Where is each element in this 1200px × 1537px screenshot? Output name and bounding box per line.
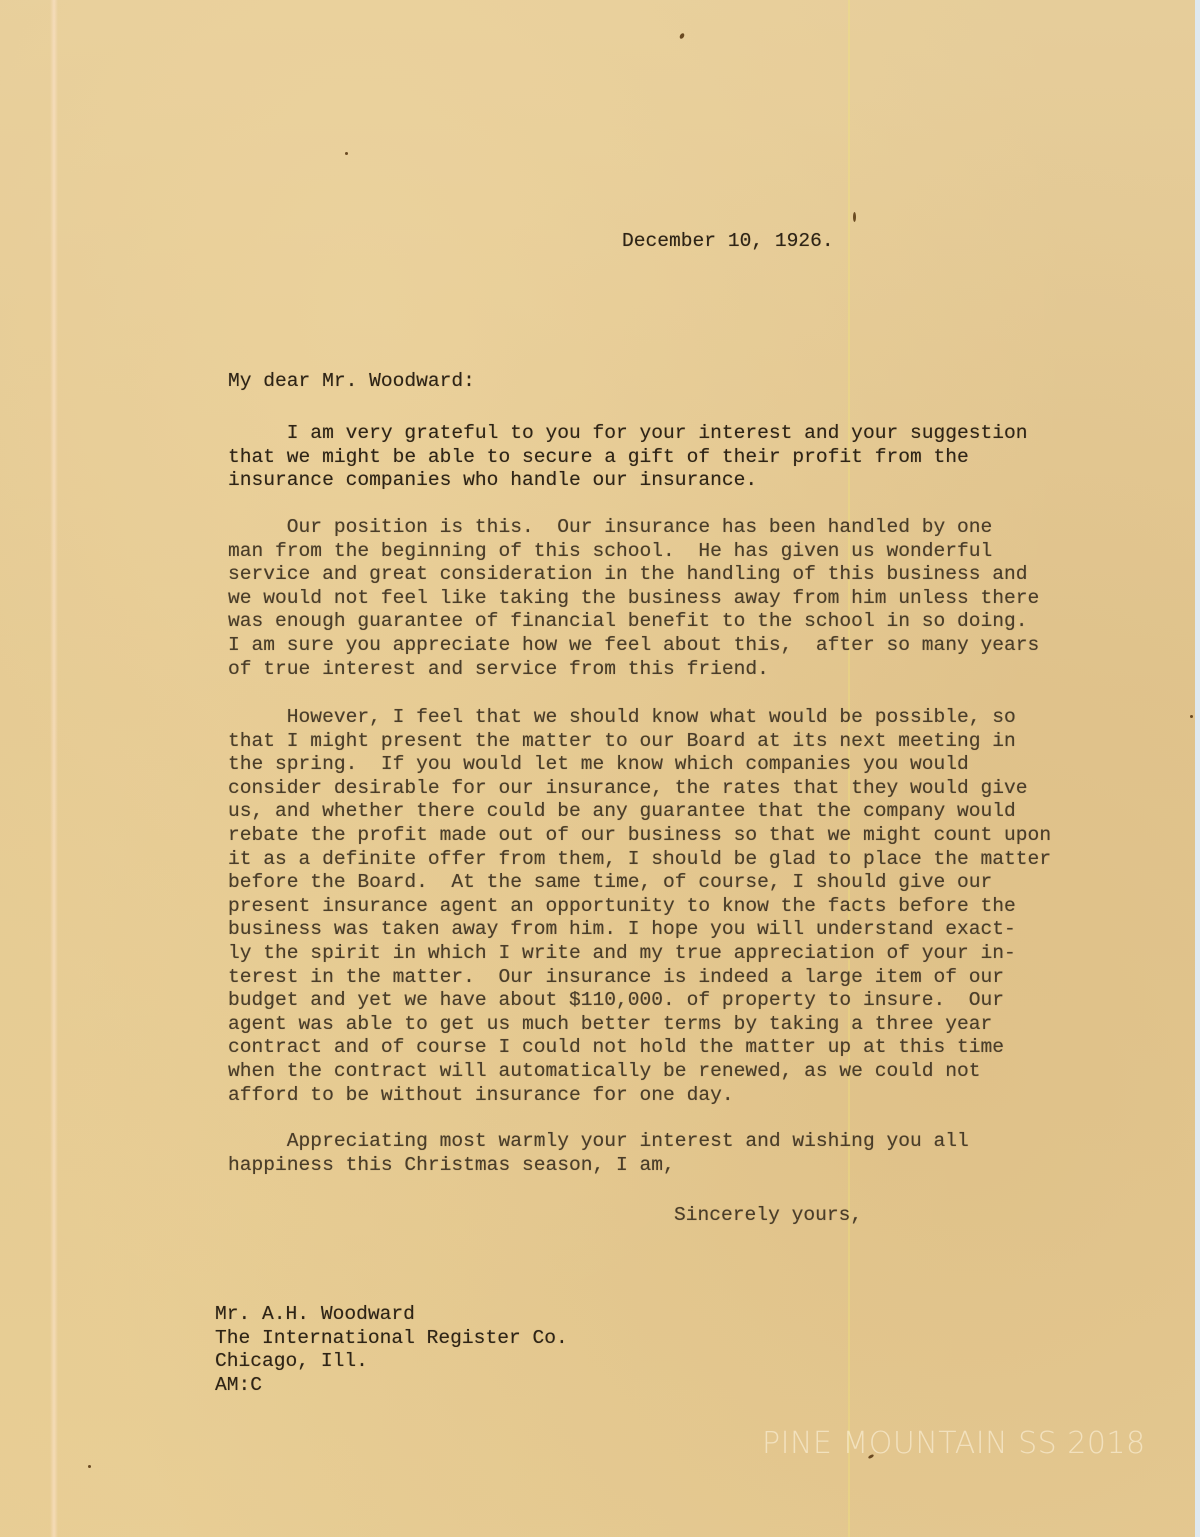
body-line: man from the beginning of this school. He has given us wonderful [228,539,993,562]
body-paragraph-1 [228,422,1028,493]
body-line: was enough guarantee of financial benefit to the school in so doing. [228,610,1028,633]
body-line: budget and yet we have about $110,000. of property to insure. Our [228,989,1005,1012]
salutation: My dear Mr. Woodward: [228,370,475,392]
body-line: of true interest and service from this friend. [228,657,769,680]
watermark: PINE MOUNTAIN SS 2018 [762,1426,1146,1461]
ink-speck [1190,715,1193,718]
body-line: ly the spirit in which I write and my true appreciation of your in- [228,941,1016,964]
body-line: terest in the matter. Our insurance is indeed a large item of our [228,965,1005,988]
body-line: happiness this Christmas season, I am, [228,1153,675,1176]
recipient-city: Chicago, Ill. [215,1350,368,1373]
body-paragraph-4 [228,1130,969,1177]
body-line: contract and of course I could not hold the matter up at this time [228,1036,1005,1059]
recipient-address [215,1303,568,1397]
closing: Sincerely yours, [674,1204,863,1226]
body-line: that we might be able to secure a gift of their profit from the [228,445,969,468]
ink-speck [679,32,685,39]
body-line: insurance companies who handle our insurance. [228,469,758,492]
body-line: I am sure you appreciate how we feel about this, after so many years [228,633,1040,656]
paper-fold-line [50,0,58,1537]
body-line: Our position is this. Our insurance has been handled by one [228,516,993,538]
ink-speck [853,212,856,222]
ink-speck [88,1465,91,1468]
body-line: that I might present the matter to our Board at its next meeting in [228,729,1016,752]
body-line: us, and whether there could be any guarantee that the company would [228,800,1016,823]
body-paragraph-2 [228,516,1039,681]
body-line: agent was able to get us much better terms by taking a three year [228,1012,993,1035]
reference-initials: AM:C [215,1373,263,1396]
body-paragraph-3 [228,706,1051,1107]
body-line: we would not feel like taking the business away from him unless there [228,586,1040,609]
body-line: I am very grateful to you for your interest and your suggestion [228,422,1028,444]
body-line: service and great consideration in the handling of this business and [228,563,1028,586]
body-line: the spring. If you would let me know which companies you would [228,753,969,776]
recipient-name: Mr. A.H. Woodward [215,1303,415,1325]
body-line: when the contract will automatically be renewed, as we could not [228,1059,981,1082]
body-line: rebate the profit made out of our business so that we might count upon [228,823,1052,846]
body-line: However, I feel that we should know what would be possible, so [228,706,1016,728]
recipient-company: The International Register Co. [215,1326,568,1349]
ink-speck [345,152,348,155]
body-line: it as a definite offer from them, I should be glad to place the matter [228,847,1052,870]
body-line: consider desirable for our insurance, the rates that they would give [228,776,1028,799]
body-line: Appreciating most warmly your interest and wishing you all [228,1130,969,1152]
body-line: business was taken away from him. I hope you will understand exact- [228,918,1016,941]
body-line: afford to be without insurance for one day. [228,1083,734,1106]
body-line: present insurance agent an opportunity to know the facts before the [228,894,1016,917]
body-line: before the Board. At the same time, of course, I should give our [228,871,993,894]
letter-date: December 10, 1926. [622,230,834,252]
